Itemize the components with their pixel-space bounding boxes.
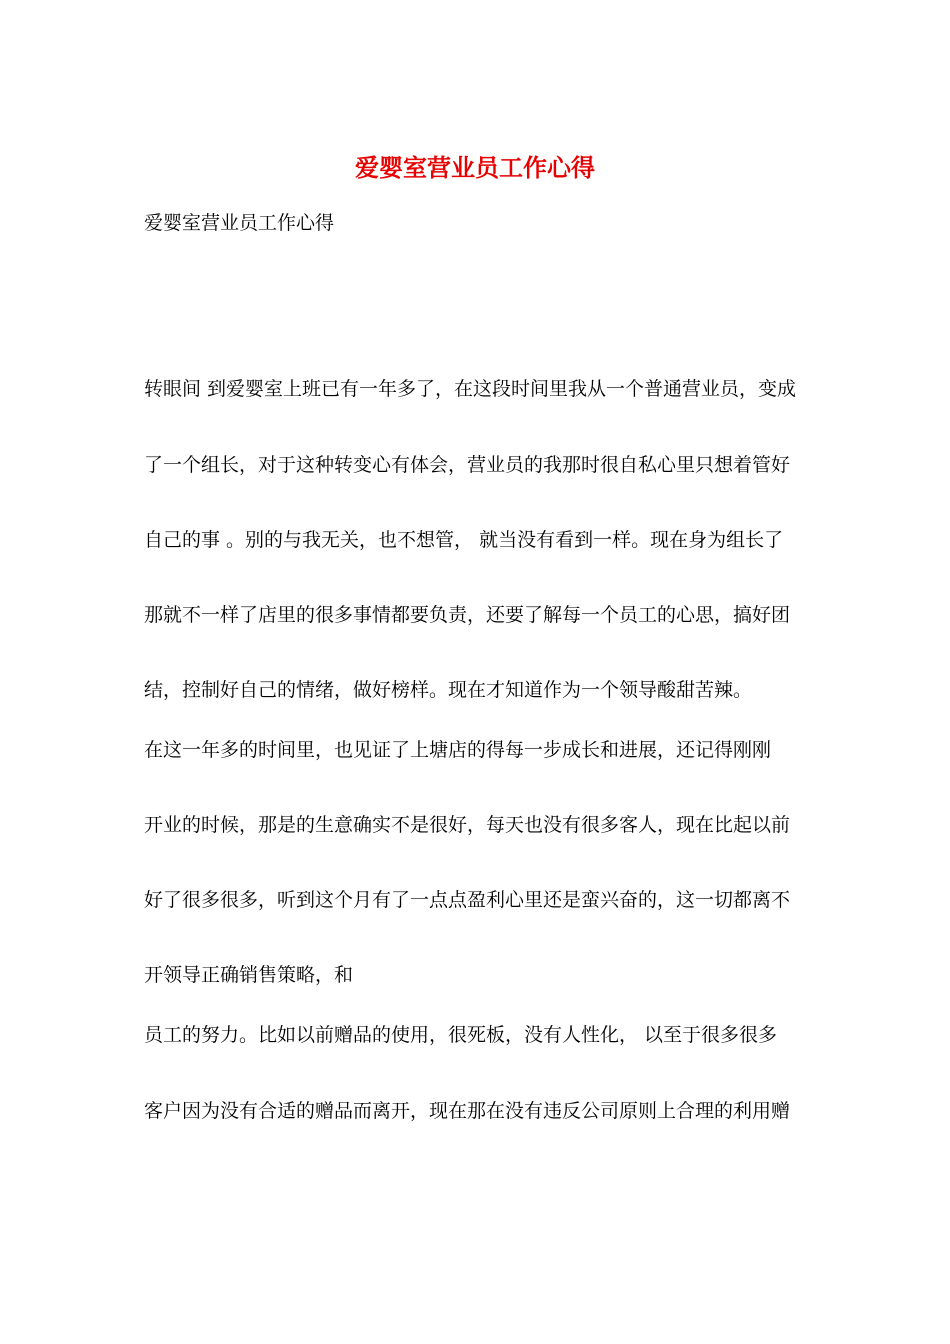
- body-line: 员工的努力。比如以前赠品的使用，很死板，没有人性化， 以至于很多很多: [144, 1024, 778, 1046]
- body-line: 开领导正确销售策略，和: [144, 964, 354, 986]
- body-line: 在这一年多的时间里，也见证了上塘店的得每一步成长和进展，还记得刚刚: [144, 739, 772, 761]
- body-line: 转眼间 到爱婴室上班已有一年多了，在这段时间里我从一个普通营业员，变成: [144, 378, 797, 400]
- body-line: 那就不一样了店里的很多事情都要负责，还要了解每一个员工的心思，搞好团: [144, 604, 791, 626]
- body-line: 了一个组长，对于这种转变心有体会，营业员的我那时很自私心里只想着管好: [144, 454, 791, 476]
- body-line: 好了很多很多，听到这个月有了一点点盈利心里还是蛮兴奋的，这一切都离不: [144, 889, 791, 911]
- body-line: 开业的时候，那是的生意确实不是很好，每天也没有很多客人，现在比起以前: [144, 814, 791, 836]
- document-subtitle: 爱婴室营业员工作心得: [144, 212, 335, 234]
- body-line: 结，控制好自己的情绪，做好榜样。现在才知道作为一个领导酸甜苦辣。: [144, 679, 753, 701]
- document-title: 爱婴室营业员工作心得: [355, 153, 595, 182]
- body-line: 客户因为没有合适的赠品而离开，现在那在没有违反公司原则上合理的利用赠: [144, 1100, 791, 1122]
- body-line: 自己的事 。别的与我无关，也不想管， 就当没有看到一样。现在身为组长了: [144, 529, 784, 551]
